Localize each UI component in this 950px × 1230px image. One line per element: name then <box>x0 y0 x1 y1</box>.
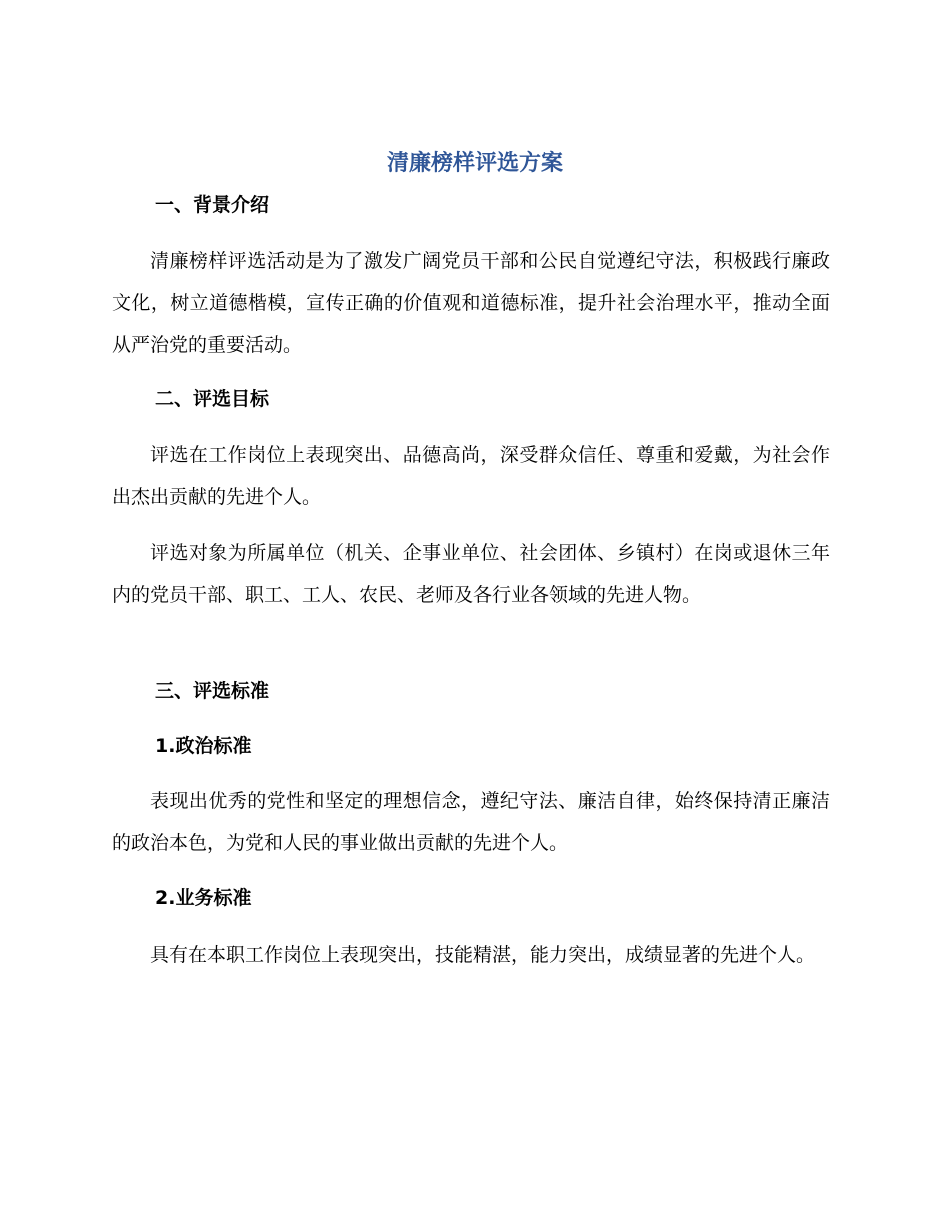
section-heading-criteria: 三、评选标准 <box>155 680 270 702</box>
paragraph-goal-2: 评选对象为所属单位（机关、企事业单位、社会团体、乡镇村）在岗或退休三年内的党员干部、职工、工人、农民、老师及各行业各领域的先进人物。 <box>112 542 830 606</box>
subheading-business: 2.业务标准 <box>155 887 252 909</box>
paragraph-political: 表现出优秀的党性和坚定的理想信念，遵纪守法、廉洁自律，始终保持清正廉洁的政治本色，为党和人民的事业做出贡献的先进个人。 <box>112 790 830 854</box>
section-heading-goal: 二、评选目标 <box>155 388 270 410</box>
subheading-political: 1.政治标准 <box>155 735 252 757</box>
paragraph-goal-1: 评选在工作岗位上表现突出、品德高尚，深受群众信任、尊重和爱戴，为社会作出杰出贡献的先进个人。 <box>112 444 830 508</box>
document-title: 清廉榜样评选方案 <box>386 151 563 176</box>
paragraph-background: 清廉榜样评选活动是为了激发广阔党员干部和公民自觉遵纪守法，积极践行廉政文化，树立道德楷模，宣传正确的价值观和道德标准，提升社会治理水平，推动全面从严治党的重要活动。 <box>112 250 830 356</box>
section-heading-background: 一、背景介绍 <box>155 194 270 216</box>
paragraph-business: 具有在本职工作岗位上表现突出，技能精湛，能力突出，成绩显著的先进个人。 <box>150 944 816 966</box>
